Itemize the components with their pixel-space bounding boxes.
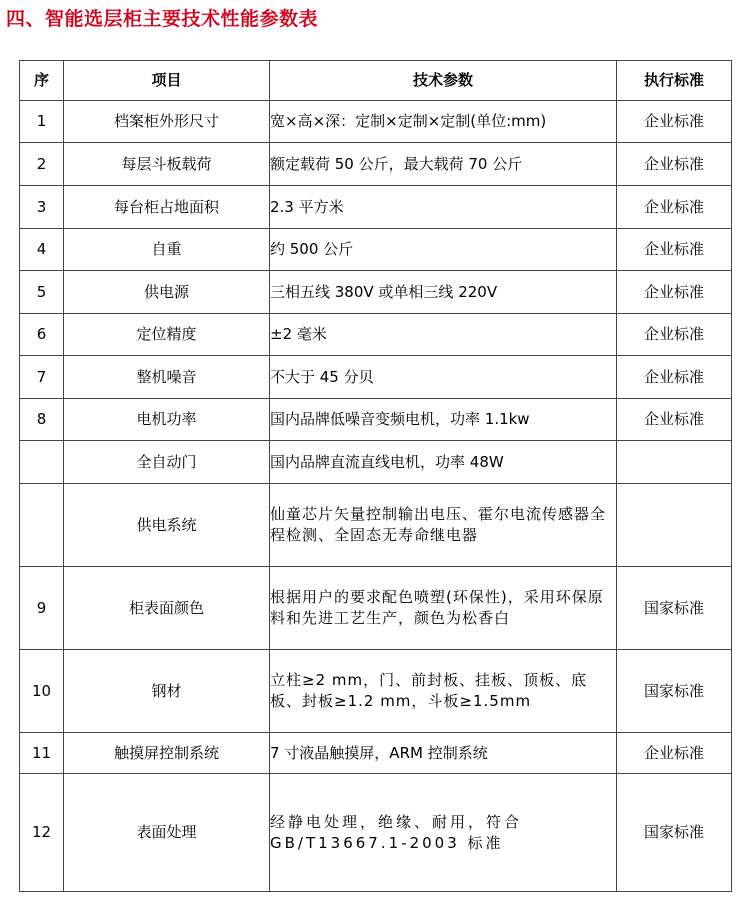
row-no: 9: [20, 567, 64, 650]
row-no: 7: [20, 356, 64, 399]
row-item: 供电源: [64, 271, 270, 314]
row-standard: 企业标准: [617, 186, 732, 229]
row-item: 全自动门: [64, 441, 270, 484]
row-standard: [617, 484, 732, 567]
row-standard: 企业标准: [617, 101, 732, 143]
row-item: 定位精度: [64, 314, 270, 356]
row-params: 额定载荷 50 公斤，最大载荷 70 公斤: [270, 143, 617, 186]
row-standard: 企业标准: [617, 229, 732, 271]
header-params: 技术参数: [270, 61, 617, 101]
row-params: 国内品牌低噪音变频电机，功率 1.1kw: [270, 399, 617, 441]
row-standard: [617, 441, 732, 484]
row-params: 三相五线 380V 或单相三线 220V: [270, 271, 617, 314]
row-standard: 企业标准: [617, 356, 732, 399]
table-row: [20, 186, 732, 229]
row-no: 8: [20, 399, 64, 441]
row-item: 整机噪音: [64, 356, 270, 399]
table-row: [20, 271, 732, 314]
row-params: 7 寸液晶触摸屏，ARM 控制系统: [270, 733, 617, 774]
row-standard: 企业标准: [617, 271, 732, 314]
row-item: 每层斗板载荷: [64, 143, 270, 186]
row-item: 每台柜占地面积: [64, 186, 270, 229]
page-title: 四、智能选层柜主要技术性能参数表: [6, 8, 319, 30]
row-item: 电机功率: [64, 399, 270, 441]
row-params: 2.3 平方米: [270, 186, 617, 229]
row-item: 表面处理: [64, 774, 270, 892]
row-item: 触摸屏控制系统: [64, 733, 270, 774]
row-no: 10: [20, 650, 64, 733]
row-no: 12: [20, 774, 64, 892]
row-params: 根据用户的要求配色喷塑(环保性)，采用环保原料和先进工艺生产，颜色为松香白: [270, 567, 617, 650]
table-row: [20, 774, 732, 892]
row-params: 国内品牌直流直线电机，功率 48W: [270, 441, 617, 484]
header-standard: 执行标准: [617, 61, 732, 101]
table-row: [20, 101, 732, 143]
table-row: [20, 399, 732, 441]
row-params: 不大于 45 分贝: [270, 356, 617, 399]
row-params: 仙童芯片矢量控制输出电压、霍尔电流传感器全程检测、全固态无寿命继电器: [270, 484, 617, 567]
row-no: 6: [20, 314, 64, 356]
table-row: [20, 733, 732, 774]
row-params: 立柱≥2 mm，门、前封板、挂板、顶板、底板、封板≥1.2 mm，斗板≥1.5mm: [270, 650, 617, 733]
row-item: 柜表面颜色: [64, 567, 270, 650]
row-no: 2: [20, 143, 64, 186]
table-row: [20, 356, 732, 399]
row-standard: 企业标准: [617, 399, 732, 441]
table-row: [20, 314, 732, 356]
row-standard: 企业标准: [617, 314, 732, 356]
row-params: 经静电处理，绝缘、耐用，符合 GB/T13667.1-2003 标准: [270, 774, 617, 892]
spec-table: [19, 60, 732, 892]
row-no: 11: [20, 733, 64, 774]
row-params: ±2 毫米: [270, 314, 617, 356]
row-params: 宽×高×深：定制×定制×定制(单位:mm): [270, 101, 617, 143]
header-no: 序: [20, 61, 64, 101]
row-item: 档案柜外形尺寸: [64, 101, 270, 143]
table-row: [20, 567, 732, 650]
table-row: [20, 650, 732, 733]
row-standard: 国家标准: [617, 650, 732, 733]
row-standard: 国家标准: [617, 567, 732, 650]
row-standard: 企业标准: [617, 733, 732, 774]
header-item: 项目: [64, 61, 270, 101]
table-row: [20, 484, 732, 567]
table-row: [20, 441, 732, 484]
table-header-row: [20, 61, 732, 101]
row-no: 5: [20, 271, 64, 314]
row-item: 自重: [64, 229, 270, 271]
row-no: 1: [20, 101, 64, 143]
row-standard: 国家标准: [617, 774, 732, 892]
table-row: [20, 229, 732, 271]
table-row: [20, 143, 732, 186]
row-item: 供电系统: [64, 484, 270, 567]
row-no: [20, 441, 64, 484]
row-no: [20, 484, 64, 567]
row-no: 3: [20, 186, 64, 229]
row-params: 约 500 公斤: [270, 229, 617, 271]
row-no: 4: [20, 229, 64, 271]
row-item: 钢材: [64, 650, 270, 733]
row-standard: 企业标准: [617, 143, 732, 186]
